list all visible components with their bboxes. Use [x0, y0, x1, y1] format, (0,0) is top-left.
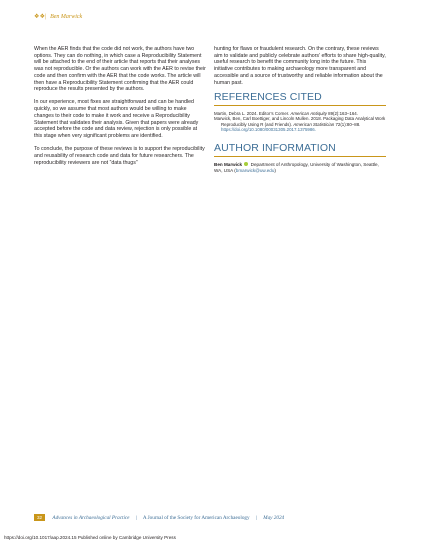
author-email-link[interactable]: bmarwick@uw.edu: [235, 167, 275, 173]
running-header: [34, 13, 82, 20]
doi-publisher-line[interactable]: https://doi.org/10.1017/aap.2024.15 Published online by Cambridge University Press: [4, 535, 176, 540]
footer-separator: |: [135, 515, 137, 521]
author-info-rule: [214, 156, 386, 157]
reference-text: 89(2):163–164.: [326, 110, 358, 116]
references-rule: [214, 105, 386, 106]
reference-item: [214, 116, 386, 133]
header-ornament: ❖❖|: [34, 14, 47, 20]
reference-journal: American Antiquity: [290, 110, 327, 116]
reference-doi-link[interactable]: https://doi.org/10.1080/00031305.2017.1375986.: [221, 127, 316, 133]
left-column: [34, 46, 206, 173]
reference-text: Marwick, Ben, Carl Boettiger, and Lincoln Mullen. 2018. Packaging Data Analytical Work Reproducibly Using R (and Friends).: [214, 116, 386, 127]
references-heading: REFERENCES CITED: [214, 91, 322, 104]
reference-journal: American Statistician: [293, 121, 335, 127]
author-info-heading: AUTHOR INFORMATION: [214, 141, 336, 154]
right-paragraph-continuation: hunting for flaws or fraudulent research. On the contrary, these reviews aim to validate and publicly celebrate authors’ efforts to share high-quality, useful research to benefit the community long into the future. This initiative contributes to making archaeology more transparent and accessible and a source of trustworthy and reliable information about the human past.: [214, 46, 386, 86]
footer-society: A Journal of the Society for American Archaeology: [142, 515, 250, 521]
references-list: [214, 111, 386, 133]
left-paragraph-2: In our experience, most fixes are straightforward and can be handled quickly, so we assume that most authors would be willing to make changes to their code to make it work and receive a Reproducibility Statement that validates their analysis. Given that papers were already accepted before the code and data review, rejection is only possible at this stage when very significant problems are identified.: [34, 99, 199, 139]
author-affiliation: Department of Anthropology, University of Washington, Seattle, WA, USA (: [214, 161, 379, 173]
author-info: [214, 162, 386, 174]
header-author: Ben Marwick: [50, 14, 83, 20]
reference-text: 72(1):80–88.: [334, 121, 361, 127]
page-footer: [34, 514, 284, 521]
footer-date: May 2024: [263, 515, 285, 521]
footer-journal: Advances in Archaeological Practice: [52, 515, 130, 521]
page-number: 32: [34, 514, 45, 521]
author-name: Ben Marwick: [214, 161, 243, 167]
orcid-icon[interactable]: [244, 162, 248, 166]
right-column: [214, 46, 386, 174]
left-paragraph-1: When the AER finds that the code did not work, the authors have two options. They can do nothing, in which case a Reproducibility Statement will be attached to the end of their article that reports that their analyses was not reproducible. Or the authors can work with the AER to revise their code and then confirm with the AER that the code works. The article will then have a Reproducibility Statement confirming that the AER could reproduce the results presented by the authors.: [34, 46, 206, 93]
footer-separator: |: [255, 515, 257, 521]
author-close: ): [274, 167, 276, 173]
left-paragraph-3: To conclude, the purpose of these reviews is to support the reproducibility and reusability of research code and data for future researchers. The reproducibility reviewers are not “data thugs”: [34, 146, 205, 166]
reference-text: Martin, Debra L. 2024. Editor’s Corner.: [214, 110, 291, 116]
